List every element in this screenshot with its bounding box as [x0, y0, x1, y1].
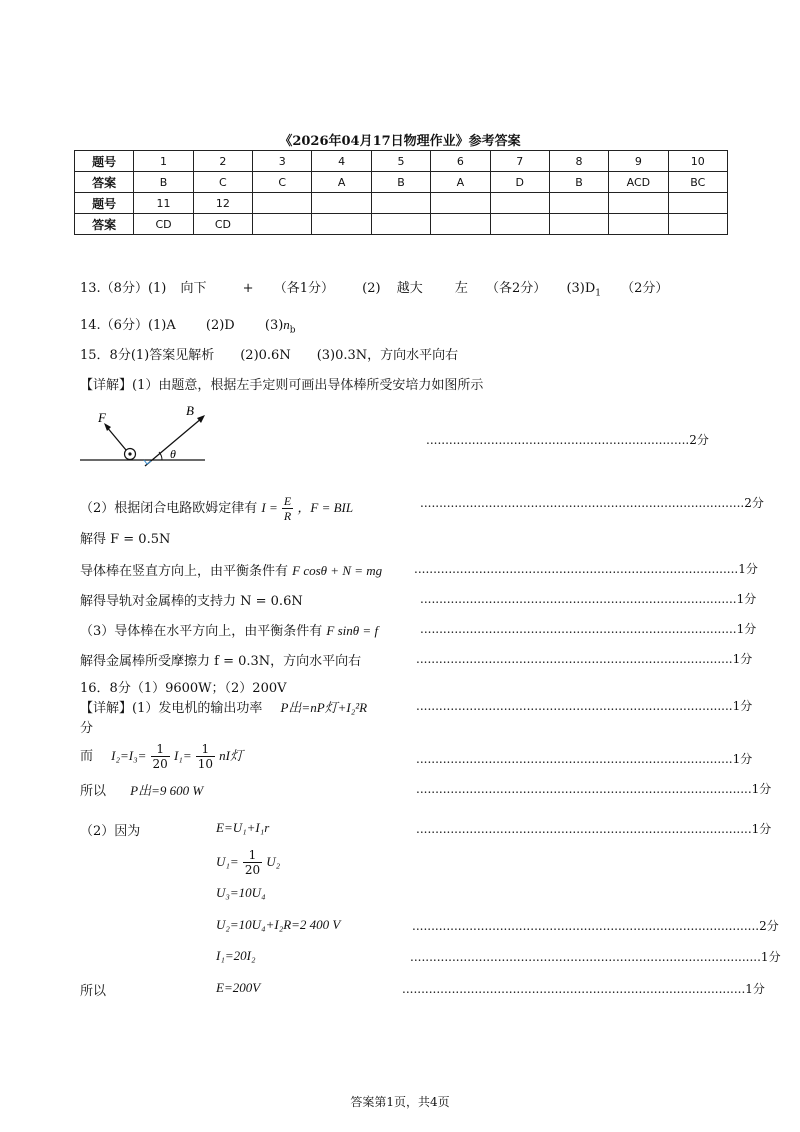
fraction: [196, 742, 215, 771]
q15-result-f: 解得 F = 0.5N: [80, 532, 171, 547]
score-dots: .....................................................................................2分: [420, 496, 764, 510]
table-cell: [371, 193, 430, 214]
score-dots: ........................................................................................1分: [416, 822, 772, 836]
table-cell: 8: [549, 151, 608, 172]
q13-score: （2分）: [621, 281, 669, 296]
q13-answer: (3)D: [566, 281, 596, 296]
page-footer: 答案第1页，共4页: [350, 1095, 450, 1109]
row-label: 答案: [75, 172, 134, 193]
table-cell: [668, 214, 727, 235]
q16-suoyi-eq: P出=9 600 W: [130, 783, 204, 798]
q16-er-label: 而: [80, 749, 94, 764]
q14-prefix: 14.（6分）(1)A: [80, 318, 176, 333]
q15-ohm-i: I =: [261, 500, 278, 515]
table-cell: C: [193, 172, 252, 193]
row-label: 题号: [75, 151, 134, 172]
table-cell: [549, 193, 608, 214]
score-dots: ...................................................................................1分: [420, 592, 757, 606]
table-cell: [549, 214, 608, 235]
table-cell: [312, 214, 371, 235]
q16-eq-e: E=U₁+I₁r: [216, 820, 270, 835]
score-dots: ...................................................................................1分: [416, 699, 753, 713]
q16-suoyi-line: [80, 780, 203, 799]
score-dots: .....................................................................................1分: [414, 562, 758, 576]
table-cell: 3: [253, 151, 312, 172]
table-cell: [609, 214, 668, 235]
angle-arc: [159, 452, 162, 460]
table-cell: 7: [490, 151, 549, 172]
table-cell: A: [431, 172, 490, 193]
score-dots: ...................................................................................1分: [420, 622, 757, 636]
fraction-denominator: 10: [197, 757, 214, 771]
q14-answer: (3): [264, 318, 284, 333]
q16-er-line: [80, 742, 243, 771]
conductor-dot-icon: [128, 452, 131, 455]
q13-answer: 向下: [180, 281, 207, 296]
table-row: [75, 193, 728, 214]
q15-detail: 【详解】(1）由题意，根据左手定则可画出导体棒所受安培力如图所示: [80, 378, 484, 393]
q16-er-eq1: I₂=I₃=: [111, 748, 147, 763]
q16-er-eq2: I₁=: [173, 748, 192, 763]
table-cell: 1: [134, 151, 193, 172]
q15-vertical-line: [80, 560, 382, 579]
q13-subscript: 1: [595, 288, 602, 299]
q16-final-eq: E=200V: [216, 980, 261, 995]
q16-eq-u1-b: U₂: [266, 854, 281, 869]
table-cell: 5: [371, 151, 430, 172]
table-cell: 2: [193, 151, 252, 172]
table-cell: CD: [134, 214, 193, 235]
table-cell: [431, 193, 490, 214]
q15-ohm-line: [80, 494, 353, 523]
force-diagram: [80, 400, 210, 470]
q16-final-label: 所以: [80, 984, 107, 999]
table-cell: D: [490, 172, 549, 193]
table-cell: CD: [193, 214, 252, 235]
q16-eq-u3: U₃=10U₄: [216, 885, 266, 900]
fraction: [282, 494, 293, 523]
q16-detail-line: [80, 697, 367, 716]
table-cell: 11: [134, 193, 193, 214]
row-label: 答案: [75, 214, 134, 235]
q16-fen: 分: [80, 721, 94, 736]
score-dots: ........................................................................................1分: [416, 782, 772, 796]
fraction: [151, 742, 170, 771]
score-dots: ...................................................................................1分: [416, 752, 753, 766]
fraction: [243, 848, 262, 877]
fraction-denominator: 20: [244, 863, 261, 877]
force-arrow: [106, 426, 126, 450]
row-label: 题号: [75, 193, 134, 214]
table-cell: [490, 214, 549, 235]
angle-label: θ: [170, 447, 176, 461]
q14-subscript: b: [289, 325, 296, 336]
table-cell: 10: [668, 151, 727, 172]
q15-ohm-f: ，F = BIL: [297, 500, 354, 515]
table-cell: ACD: [609, 172, 668, 193]
table-cell: [431, 214, 490, 235]
table-cell: B: [549, 172, 608, 193]
table-cell: C: [253, 172, 312, 193]
score-dots: ..........................................................................................1分: [402, 982, 765, 996]
q15-result-n: 解得导轨对金属棒的支持力 N = 0.6N: [80, 594, 303, 609]
q13-answer: (2): [362, 281, 381, 296]
table-cell: [668, 193, 727, 214]
fraction-denominator: 20: [152, 757, 168, 771]
table-row: [75, 214, 728, 235]
q13-score: （各1分）: [273, 281, 334, 296]
page-title: 《2026年04月17日物理作业》参考答案: [279, 134, 521, 149]
q13-score: （各2分）: [486, 281, 547, 296]
q14-answer: (2)D: [205, 318, 235, 333]
table-cell: 9: [609, 151, 668, 172]
q16-eq-i1: I₁=20I₂: [216, 948, 256, 963]
q14-line: [80, 314, 296, 336]
q15-ohm-text: （2）根据闭合电路欧姆定律有: [80, 501, 258, 516]
q15-result-f-friction: 解得金属棒所受摩擦力 f = 0.3N，方向水平向右: [80, 654, 362, 669]
table-cell: [609, 193, 668, 214]
q13-prefix: 13.（8分）(1): [80, 281, 167, 296]
fraction-numerator: 1: [196, 742, 215, 757]
table-cell: A: [312, 172, 371, 193]
q16-er-eq3: nI灯: [219, 748, 243, 763]
fraction-numerator: 1: [243, 848, 262, 863]
score-dots: ...........................................................................................2分: [412, 919, 779, 933]
field-label: B: [186, 403, 194, 418]
table-cell: BC: [668, 172, 727, 193]
table-cell: B: [371, 172, 430, 193]
table-cell: [253, 214, 312, 235]
fraction-numerator: 1: [151, 742, 170, 757]
q15-horizontal-eq: F sinθ = f: [326, 623, 379, 638]
table-cell: [253, 193, 312, 214]
score-dots: .....................................................................2分: [426, 433, 709, 447]
q13-answer: +: [242, 281, 254, 296]
score-dots: ...................................................................................1分: [416, 652, 753, 666]
table-cell: [312, 193, 371, 214]
q16-suoyi-label: 所以: [80, 784, 107, 799]
q13-answer: 越大: [396, 281, 423, 296]
table-row: [75, 172, 728, 193]
fraction-denominator: R: [283, 509, 292, 523]
q15-horizontal-line: [80, 620, 378, 639]
table-cell: 4: [312, 151, 371, 172]
q15-header: 15．8分(1)答案见解析 (2)0.6N (3)0.3N，方向水平向右: [80, 348, 459, 363]
q16-eq-u2: U₂=10U₄+I₂R=2 400 V: [216, 917, 341, 932]
q16-eq-u1: [216, 848, 280, 877]
q16-detail-eq: P出=nP灯+I₂²R: [280, 700, 368, 715]
score-dots: ............................................................................................1分: [410, 950, 781, 964]
q15-vertical-eq: F cosθ + N = mg: [292, 563, 383, 578]
table-cell: B: [134, 172, 193, 193]
answer-table: [74, 150, 728, 235]
q16-detail-text: 【详解】(1）发电机的输出功率: [80, 701, 263, 716]
q15-horizontal-text: （3）导体棒在水平方向上，由平衡条件有: [80, 624, 323, 639]
table-cell: 12: [193, 193, 252, 214]
force-label: F: [98, 410, 106, 425]
table-cell: [371, 214, 430, 235]
q16-part2-label: （2）因为: [80, 824, 141, 839]
q13-answer: 左: [454, 281, 468, 296]
fraction-numerator: E: [283, 494, 292, 508]
q15-vertical-text: 导体棒在竖直方向上，由平衡条件有: [80, 564, 289, 579]
table-cell: 6: [431, 151, 490, 172]
q16-eq-u1-a: U₁=: [216, 854, 239, 869]
q13-line: [80, 277, 668, 299]
q14-var: n: [283, 317, 290, 332]
table-cell: [490, 193, 549, 214]
table-row: [75, 151, 728, 172]
q16-header: 16．8分（1）9600W；（2）200V: [80, 681, 287, 696]
